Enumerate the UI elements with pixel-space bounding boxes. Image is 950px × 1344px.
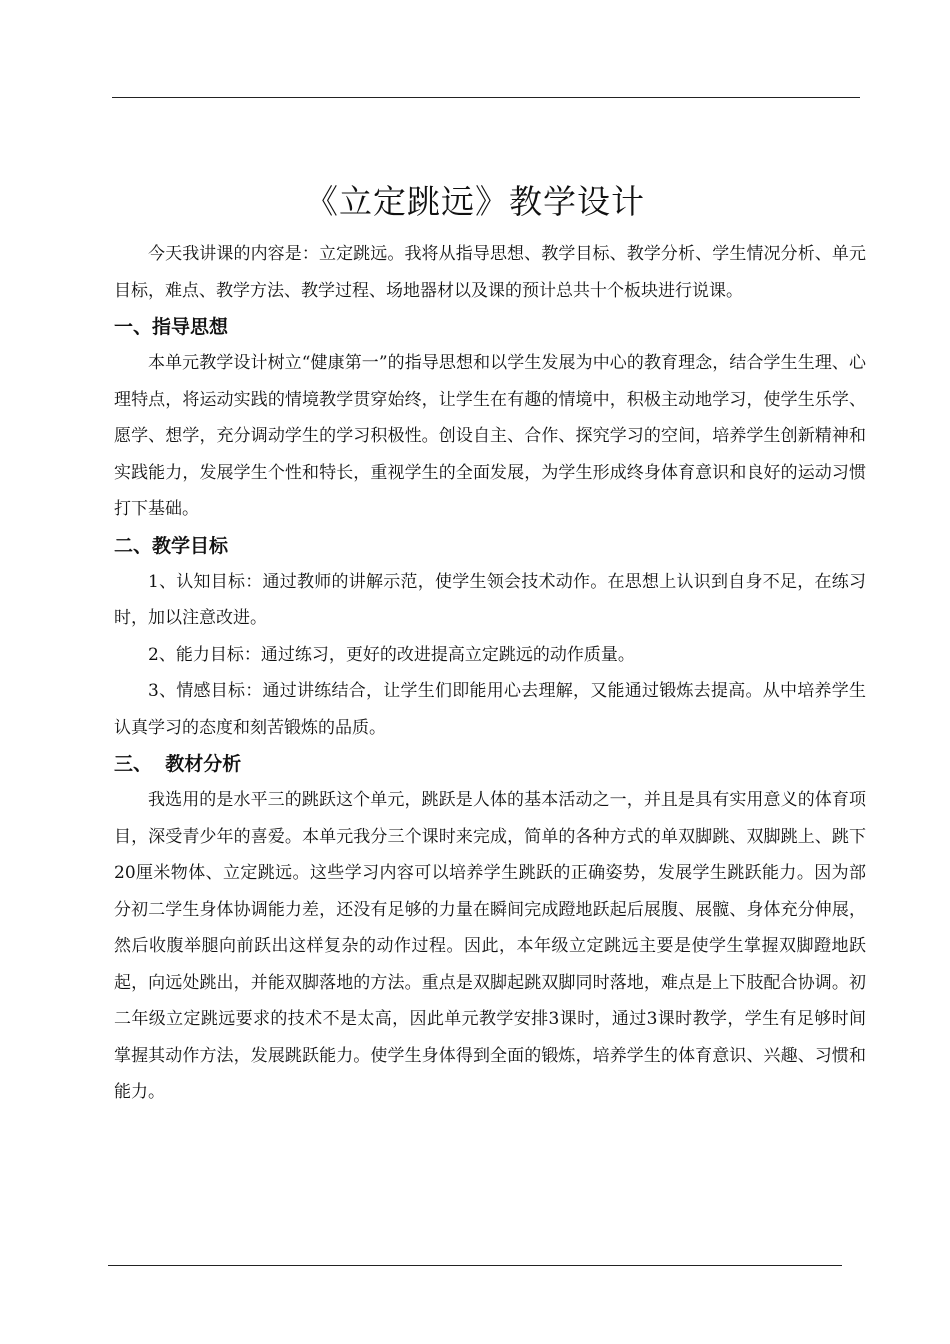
ability-goal-paragraph: 2、能力目标：通过练习，更好的改进提高立定跳远的动作质量。 — [148, 644, 635, 665]
emotional-goal-paragraph: 3、情感目标：通过讲练结合，让学生们即能用心去理解，又能通过锻炼去提高。从中培养学生认真学习的态度和刻苦锻炼的品质。 — [114, 681, 866, 738]
document-title: 《立定跳远》教学设计 — [305, 182, 645, 221]
intro-paragraph: 今天我讲课的内容是：立定跳远。我将从指导思想、教学目标、教学分析、学生情况分析、单元目标，难点、教学方法、教学过程、场地器材以及课的预计总共十个板块进行说课。 — [114, 244, 866, 301]
section-heading-teaching-goals: 二、教学目标 — [114, 534, 229, 557]
cognitive-goal-paragraph: 1、认知目标：通过教师的讲解示范，使学生领会技术动作。在思想上认识到自身不足，在练习时，加以注意改进。 — [114, 571, 866, 628]
section-heading-guiding-ideology: 一、指导思想 — [114, 316, 229, 338]
header-rule — [112, 97, 860, 98]
material-analysis-paragraph: 我选用的是水平三的跳跃这个单元，跳跃是人体的基本活动之一，并且是具有实用意义的体育项目，深受青少年的喜爱。本单元我分三个课时来完成，简单的各种方式的单双脚跳、双脚跳上、跳下20厘米物体、立定跳远。这些学习内容可以培养学生跳跃的正确姿势，发展学生跳跃能力。因为部分初二学生身体协调能力差，还没有足够的力量在瞬间完成蹬地跃起后展腹、展髋、身体充分伸展，然后收腹举腿向前跃出这样复杂的动作过程。因此，本年级立定跳远主要是使学生掌握双脚蹬地跃起，向远处跳出，并能双脚落地的方法。重点是双脚起跳双脚同时落地，难点是上下肢配合协调。初二年级立定跳远要求的技术不是太高，因此单元教学安排3课时，通过3课时教学，学生有足够时间掌握其动作方法，发展跳跃能力。使学生身体得到全面的锻炼，培养学生的体育意识、兴趣、习惯和能力。 — [114, 790, 866, 1102]
guiding-ideology-paragraph: 本单元教学设计树立“健康第一”的指导思想和以学生发展为中心的教育理念，结合学生生理、心理特点，将运动实践的情境教学贯穿始终，让学生在有趣的情境中，积极主动地学习，使学生乐学、愿学、想学，充分调动学生的学习积极性。创设自主、合作、探究学习的空间，培养学生创新精神和实践能力，发展学生个性和特长，重视学生的全面发展，为学生形成终身体育意识和良好的运动习惯打下基础。 — [114, 353, 866, 519]
document-body — [114, 236, 866, 1111]
footer-rule — [108, 1265, 842, 1266]
section-heading-material-analysis: 三、 教材分析 — [114, 753, 242, 775]
